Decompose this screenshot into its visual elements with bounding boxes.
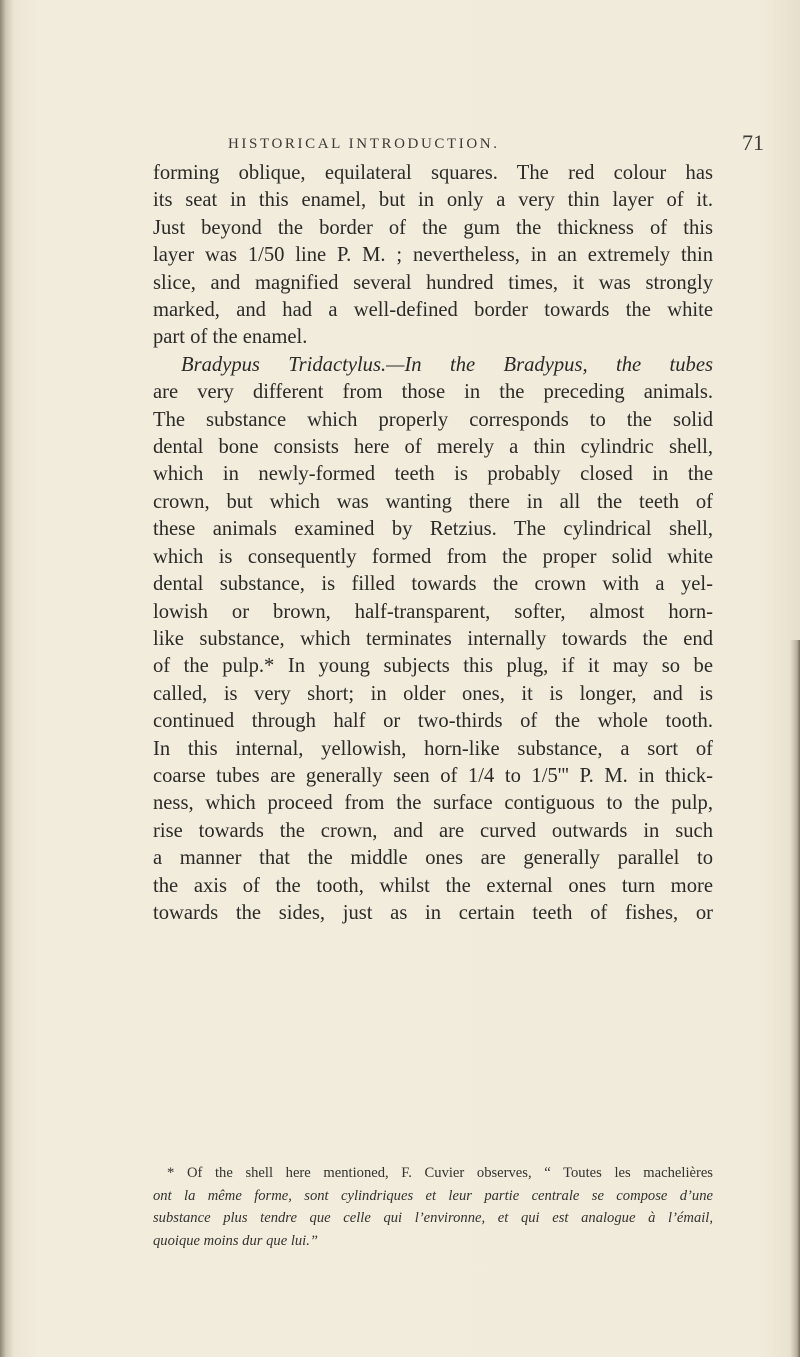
text-line: slice, and magnified several hundred times, it was strongly bbox=[153, 271, 713, 294]
page-number: 71 bbox=[742, 130, 764, 155]
text-line: towards the sides, just as in certain teeth of fishes, or bbox=[153, 901, 713, 924]
body-text bbox=[153, 160, 713, 927]
text-line: like substance, which terminates internally towards the end bbox=[153, 627, 713, 650]
text-line: coarse tubes are generally seen of 1/4 to 1/5''' P. M. in thick- bbox=[153, 764, 713, 787]
text-line: its seat in this enamel, but in only a very thin layer of it. bbox=[153, 189, 713, 212]
page-edge-shadow bbox=[790, 640, 800, 1357]
text-line: In this internal, yellowish, horn-like substance, a sort of bbox=[153, 737, 713, 760]
text-line: marked, and had a well-defined border towards the white bbox=[153, 299, 713, 322]
text-line: lowish or brown, half-transparent, softer, almost horn- bbox=[153, 600, 713, 623]
running-head: HISTORICAL INTRODUCTION. bbox=[228, 136, 500, 152]
footnote-line: ont la même forme, sont cylindriques et leur partie centrale se compose d’une bbox=[153, 1187, 713, 1204]
text-line: which in newly-formed teeth is probably closed in the bbox=[153, 463, 713, 486]
text-line: these animals examined by Retzius. The cylindrical shell, bbox=[153, 518, 713, 541]
footnote-line: quoique moins dur que lui.” bbox=[153, 1232, 318, 1249]
section-heading-line: Bradypus Tridactylus.—In the Bradypus, the tubes bbox=[181, 353, 713, 376]
text-line: a manner that the middle ones are generally parallel to bbox=[153, 847, 713, 870]
text-line: crown, but which was wanting there in all the teeth of bbox=[153, 490, 713, 513]
text-line: dental bone consists here of merely a thin cylindric shell, bbox=[153, 436, 713, 459]
text-line: dental substance, is filled towards the crown with a yel- bbox=[153, 573, 713, 596]
text-line: of the pulp.* In young subjects this plug, if it may so be bbox=[153, 655, 713, 678]
text-line: continued through half or two-thirds of the whole tooth. bbox=[153, 710, 713, 733]
text-line: the axis of the tooth, whilst the external ones turn more bbox=[153, 874, 713, 897]
text-line: which is consequently formed from the proper solid white bbox=[153, 545, 713, 568]
text-line: layer was 1/50 line P. M. ; nevertheless, in an extremely thin bbox=[153, 244, 713, 267]
text-line: are very different from those in the preceding animals. bbox=[153, 381, 713, 404]
text-line: part of the enamel. bbox=[153, 326, 308, 349]
text-line: Just beyond the border of the gum the thickness of this bbox=[153, 216, 713, 239]
text-line: forming oblique, equilateral squares. The red colour has bbox=[153, 162, 713, 184]
page-header bbox=[0, 130, 800, 158]
footnote-line: substance plus tendre que celle qui l’environne, et qui est analogue à l’émail, bbox=[153, 1210, 713, 1226]
binding-shadow bbox=[0, 0, 14, 1357]
footnote-line: * Of the shell here mentioned, F. Cuvier observes, “ Toutes les machelières bbox=[167, 1165, 713, 1181]
text-line: The substance which properly corresponds to the solid bbox=[153, 408, 713, 431]
text-line: rise towards the crown, and are curved outwards in such bbox=[153, 819, 713, 842]
text-line: called, is very short; in older ones, it is longer, and is bbox=[153, 682, 713, 705]
footnote bbox=[153, 1162, 713, 1252]
text-line: ness, which proceed from the surface contiguous to the pulp, bbox=[153, 792, 713, 815]
